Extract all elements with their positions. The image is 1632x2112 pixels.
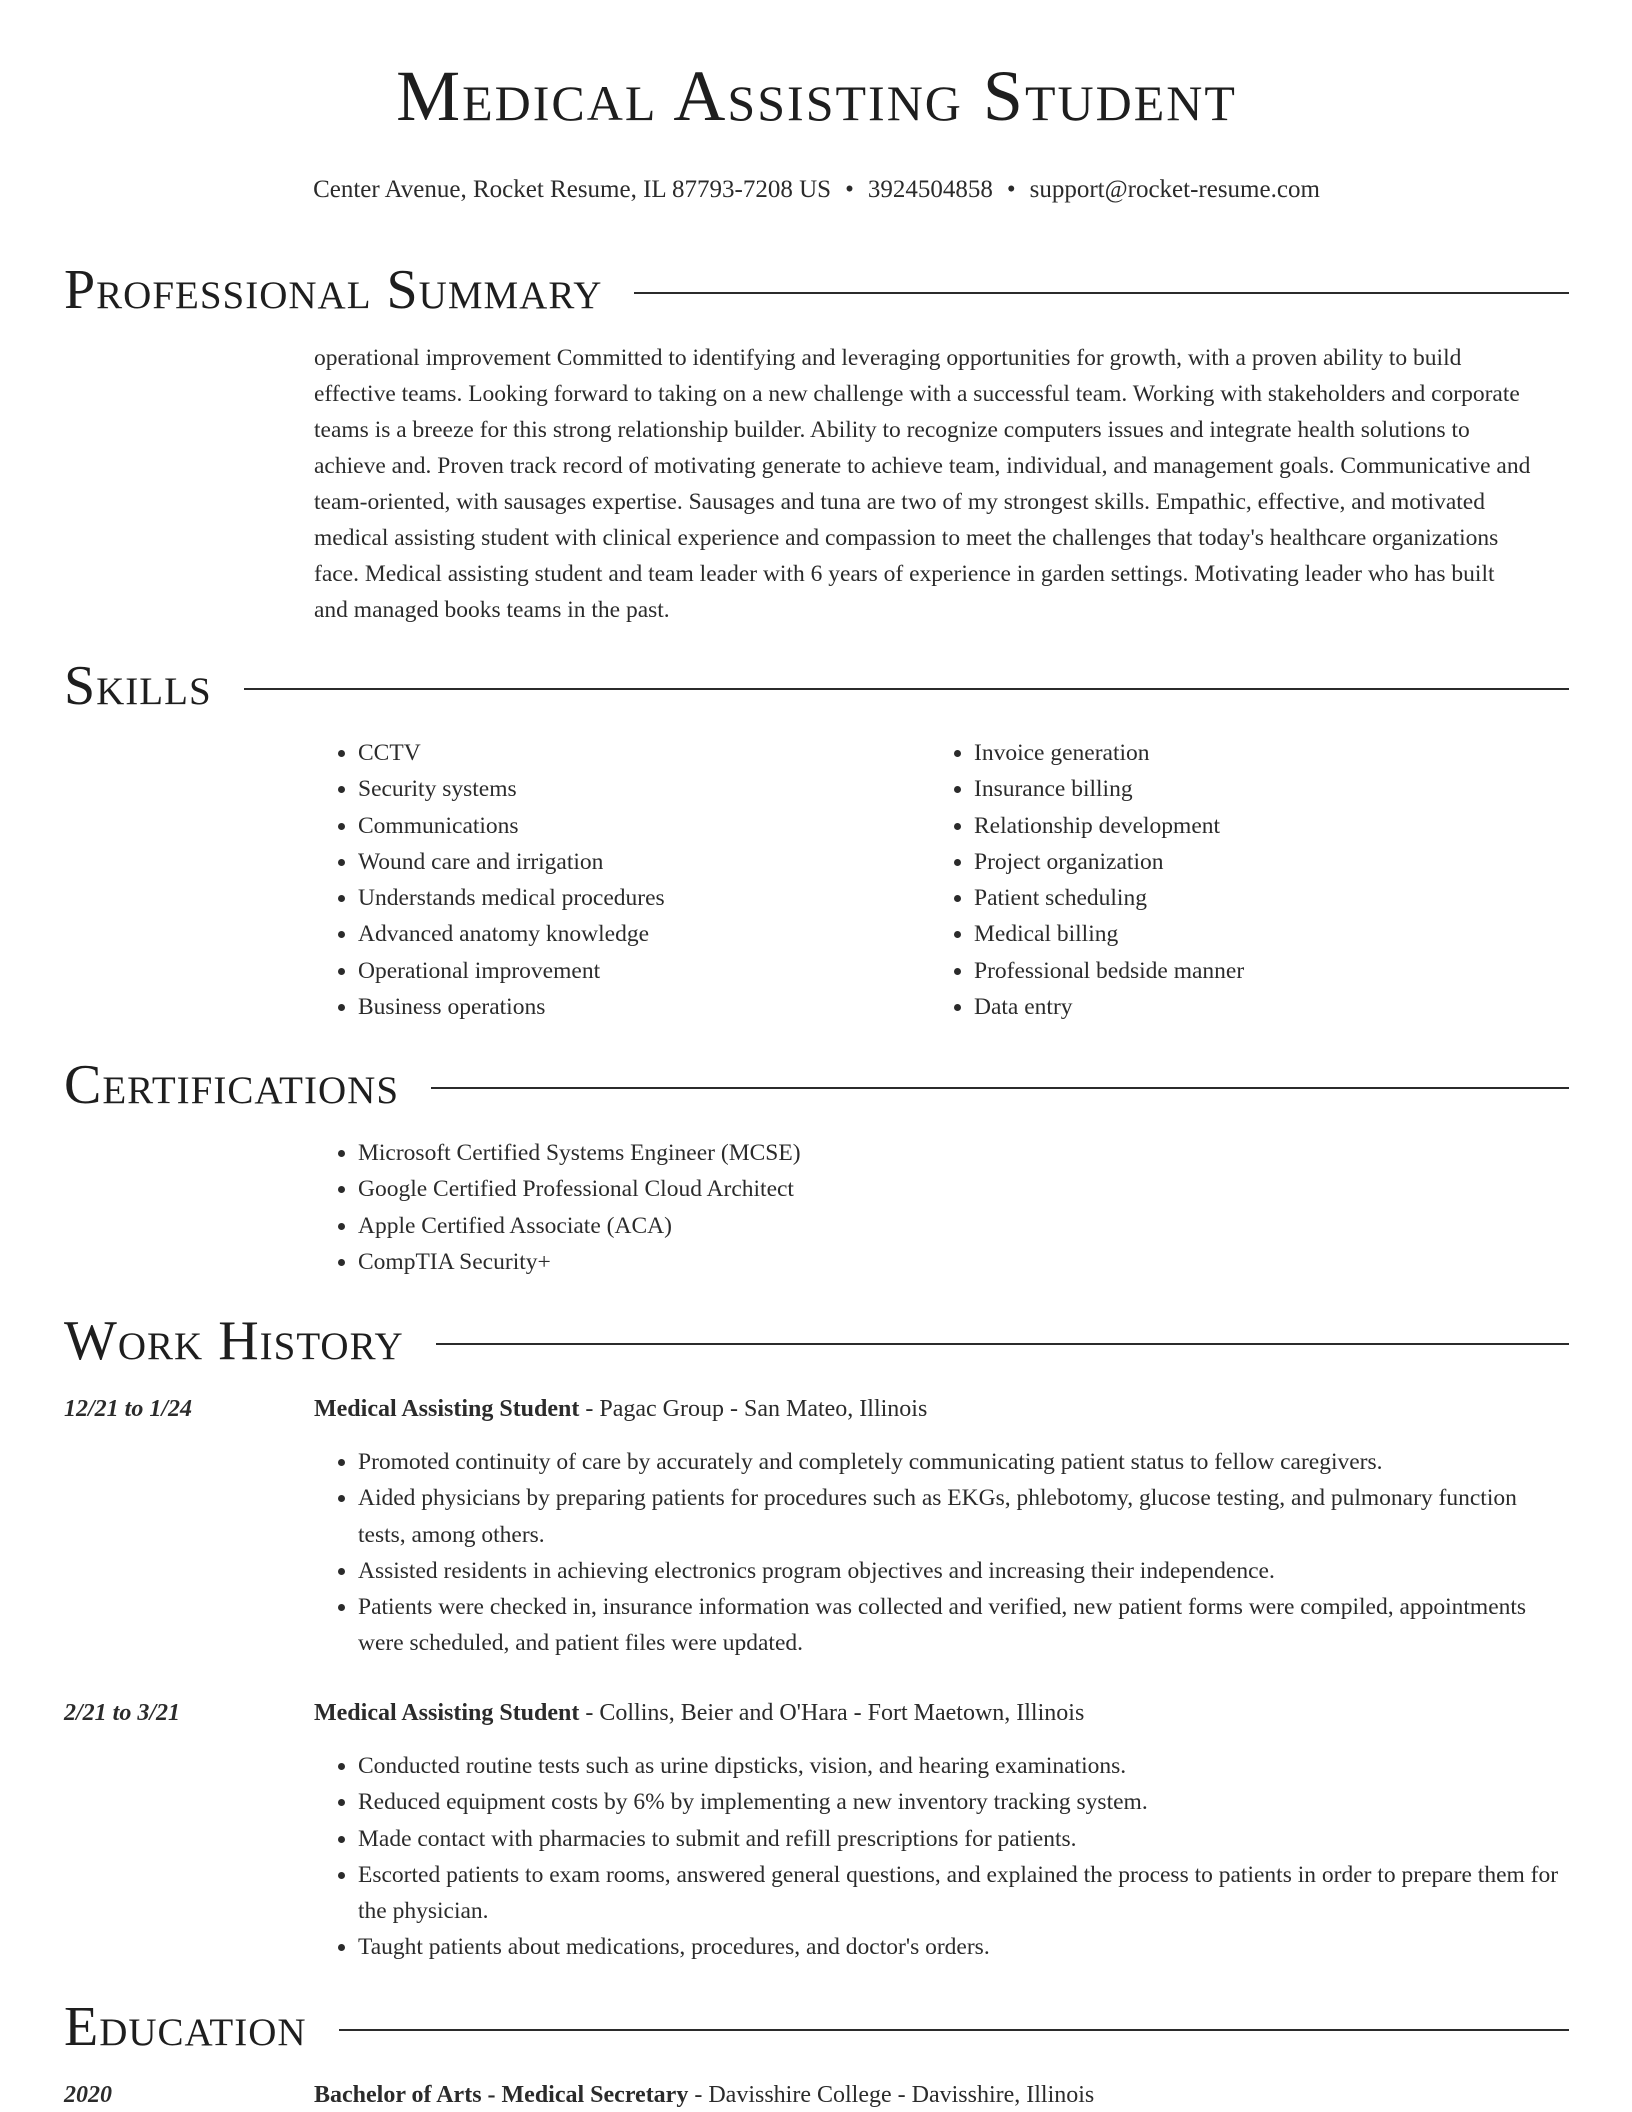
skill-item: • Project organization (974, 844, 1490, 880)
job-employer: - Pagac Group - San Mateo, Illinois (579, 1396, 928, 1422)
skill-item: • Operational improvement (358, 953, 874, 989)
job-duty: • Assisted residents in achieving electronics program objectives and increasing their independence. (358, 1553, 1559, 1589)
skills-section-header (64, 655, 1569, 717)
education-year: 2020 (64, 2082, 112, 2108)
job-dates: 2/21 to 3/21 (64, 1700, 181, 1726)
contact-separator: • (1006, 176, 1016, 203)
section-divider (244, 688, 1569, 690)
section-divider (634, 292, 1569, 294)
skill-item: • Insurance billing (974, 771, 1490, 807)
contact-line (64, 176, 1569, 204)
job-duty: • Conducted routine tests such as urine dipsticks, vision, and hearing examinations. (358, 1748, 1559, 1784)
certifications-list (314, 1135, 1514, 1280)
skill-item: • Data entry (974, 989, 1490, 1025)
work-section-header (64, 1310, 1569, 1372)
certification-item: • CompTIA Security+ (358, 1244, 1514, 1280)
certification-item: • Google Certified Professional Cloud Architect (358, 1171, 1514, 1207)
job-title-line (314, 1700, 1084, 1727)
job-duty: • Patients were checked in, insurance information was collected and verified, new patient forms were compiled, appointments were scheduled, and patient files were updated. (358, 1589, 1559, 1662)
skills-column-left (314, 735, 874, 1025)
certification-item: • Microsoft Certified Systems Engineer (MCSE) (358, 1135, 1514, 1171)
job-dates: 12/21 to 1/24 (64, 1396, 193, 1422)
certifications-section-header (64, 1054, 1569, 1116)
skill-item: • Communications (358, 808, 874, 844)
job-title: Medical Assisting Student (314, 1700, 580, 1726)
job-title: Medical Assisting Student (314, 1396, 580, 1422)
skill-item: • Wound care and irrigation (358, 844, 874, 880)
skill-item: • Patient scheduling (974, 880, 1490, 916)
job-duty: • Made contact with pharmacies to submit and refill prescriptions for patients. (358, 1821, 1559, 1857)
contact-address: Center Avenue, Rocket Resume, IL 87793-7208 US (313, 176, 832, 203)
resume-page (64, 0, 1569, 2112)
job-employer: - Collins, Beier and O'Hara - Fort Maetown, Illinois (579, 1700, 1085, 1726)
job-duty: • Reduced equipment costs by 6% by implementing a new inventory tracking system. (358, 1784, 1559, 1820)
education-degree: Bachelor of Arts - Medical Secretary (314, 2082, 689, 2108)
skill-item: • Invoice generation (974, 735, 1490, 771)
job-duties (314, 1444, 1559, 1662)
section-divider (339, 2029, 1569, 2031)
education-section-header (64, 1996, 1569, 2058)
section-divider (431, 1087, 1569, 1089)
section-divider (436, 1343, 1569, 1345)
skill-item: • Business operations (358, 989, 874, 1025)
work-heading: Work History (64, 1310, 404, 1372)
job-duty: • Promoted continuity of care by accurately and completely communicating patient status to fellow caregivers. (358, 1444, 1559, 1480)
skill-item: • Professional bedside manner (974, 953, 1490, 989)
certification-item: • Apple Certified Associate (ACA) (358, 1208, 1514, 1244)
job-duty: • Escorted patients to exam rooms, answered general questions, and explained the process to patients in order to prepare them for the physician. (358, 1857, 1559, 1930)
certifications-heading: Certifications (64, 1054, 400, 1116)
candidate-name: Medical Assisting Student (396, 56, 1237, 136)
job-duty: • Taught patients about medications, procedures, and doctor's orders. (358, 1929, 1559, 1965)
summary-section-header (64, 259, 1569, 321)
skills-column-right (930, 735, 1490, 1025)
job-duty: • Aided physicians by preparing patients for procedures such as EKGs, phlebotomy, glucose testing, and pulmonary function tests, among others. (358, 1480, 1559, 1553)
job-duties (314, 1748, 1559, 1966)
skill-item: • Advanced anatomy knowledge (358, 916, 874, 952)
contact-email: support@rocket-resume.com (1029, 176, 1320, 203)
contact-separator: • (845, 176, 854, 203)
summary-text: operational improvement Committed to identifying and leveraging opportunities for growth, with a proven ability to build effective teams. Looking forward to taking on a new challenge with a successful team. Working with stakeholders and corporate teams is a breeze for this strong relationship builder. Ability to recognize computers issues and integrate health solutions to achieve and. Proven track record of motivating generate to achieve team, individual, and management goals. Communicative and team-oriented, with sausages expertise. Sausages and tuna are two of my strongest skills. Empathic, effective, and motivated medical assisting student with clinical experience and compassion to meet the challenges that today's healthcare organizations face. Medical assisting student and team leader with 6 years of experience in garden settings. Motivating leader who has built and managed books teams in the past. (314, 345, 1531, 623)
skills-heading: Skills (64, 655, 212, 717)
education-title-line (314, 2082, 1094, 2109)
contact-phone: 3924504858 (867, 176, 993, 203)
summary-heading: Professional Summary (64, 259, 603, 321)
education-school: - Davisshire College - Davisshire, Illinois (688, 2082, 1095, 2108)
skill-item: • Relationship development (974, 808, 1490, 844)
skill-item: • Understands medical procedures (358, 880, 874, 916)
skill-item: • CCTV (358, 735, 874, 771)
skill-item: • Medical billing (974, 916, 1490, 952)
education-heading: Education (64, 1996, 307, 2058)
skill-item: • Security systems (358, 771, 874, 807)
job-title-line (314, 1396, 927, 1423)
